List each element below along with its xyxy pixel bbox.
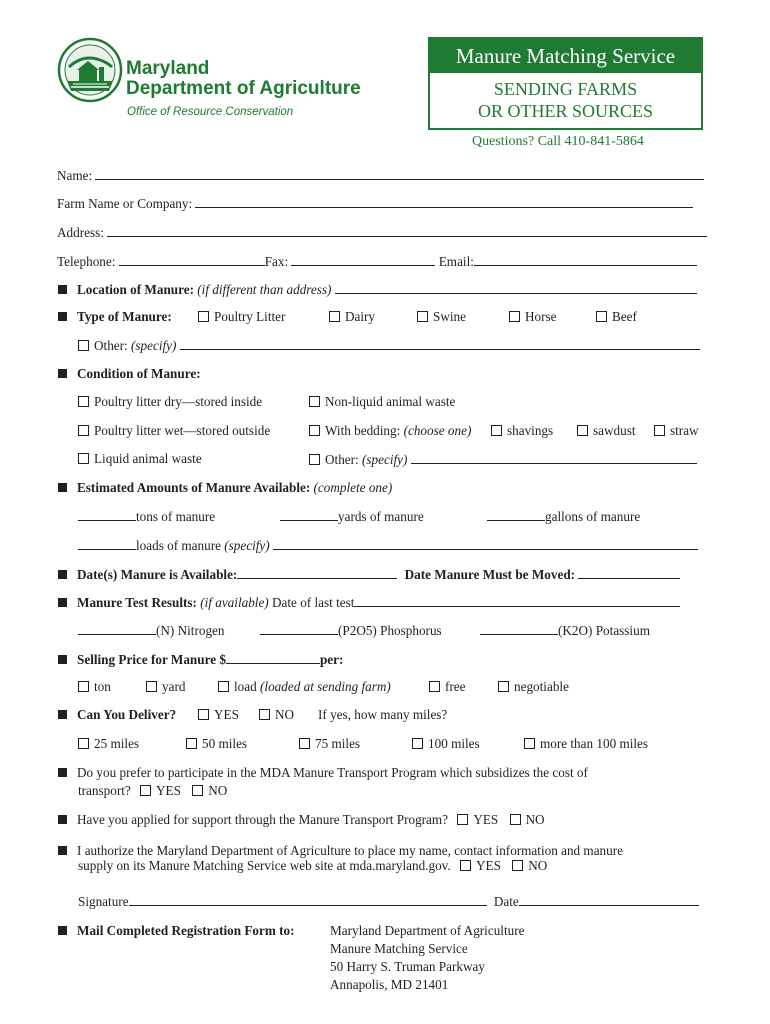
transport-q1-text: Do you prefer to participate in the MDA Manure Transport Program which subsidizes the cost of xyxy=(77,765,588,780)
transport-q2-no-label: NO xyxy=(525,812,545,827)
header-box xyxy=(428,37,703,130)
fax-field[interactable] xyxy=(291,253,435,266)
price-yard[interactable] xyxy=(146,679,185,695)
checkbox-icon[interactable] xyxy=(140,785,151,796)
cond-other-label: Other: xyxy=(325,452,359,467)
test-k xyxy=(480,622,650,639)
type-poultry[interactable] xyxy=(198,309,285,325)
transport-q1-yes-label: YES xyxy=(156,783,181,798)
location-row xyxy=(58,281,697,298)
amount-tons xyxy=(78,508,215,525)
checkbox-icon[interactable] xyxy=(654,425,665,436)
telephone-field[interactable] xyxy=(119,253,265,266)
mda-seal-logo xyxy=(57,37,123,103)
date-available-label: Date(s) Manure is Available: xyxy=(77,567,238,582)
price-free-label: free xyxy=(445,679,466,694)
cond-wet[interactable] xyxy=(78,423,270,439)
bullet-icon xyxy=(58,815,67,824)
bullet-icon xyxy=(58,768,67,777)
checkbox-icon[interactable] xyxy=(512,860,523,871)
deliver-yes-label: YES xyxy=(214,707,239,722)
bullet-icon xyxy=(58,483,67,492)
deliver-no[interactable] xyxy=(259,707,294,723)
price-row xyxy=(58,651,343,668)
miles-75[interactable] xyxy=(299,736,360,752)
header-sub2: OR OTHER SOURCES xyxy=(477,101,654,121)
mail-line1: Maryland Department of Agriculture xyxy=(330,923,525,938)
checkbox-icon[interactable] xyxy=(198,709,209,720)
location-field[interactable] xyxy=(335,281,697,294)
condition-label: Condition of Manure: xyxy=(77,366,201,381)
signature-label: Signature xyxy=(78,894,129,909)
cond-straw[interactable] xyxy=(654,423,699,439)
address-label: Address: xyxy=(57,225,104,240)
bullet-icon xyxy=(58,655,67,664)
potassium-label: (K2O) Potassium xyxy=(558,623,650,638)
type-dairy-label: Dairy xyxy=(345,309,376,324)
checkbox-icon[interactable] xyxy=(577,425,588,436)
authorize-no[interactable] xyxy=(512,858,547,873)
miles-100-label: 100 miles xyxy=(428,736,480,751)
address-field[interactable] xyxy=(107,224,707,237)
farm-row xyxy=(57,195,693,212)
type-beef-label: Beef xyxy=(612,309,637,324)
type-poultry-label: Poultry Litter xyxy=(214,309,286,324)
cond-straw-label: straw xyxy=(670,423,699,438)
cond-dry[interactable] xyxy=(78,394,262,410)
deliver-row xyxy=(58,707,176,723)
location-note: (if different than address) xyxy=(197,282,332,297)
telephone-label: Telephone: xyxy=(57,254,116,269)
checkbox-icon[interactable] xyxy=(329,311,340,322)
price-negotiable-label: negotiable xyxy=(514,679,569,694)
amounts-label-row xyxy=(58,480,392,496)
checkbox-icon[interactable] xyxy=(412,738,423,749)
checkbox-icon[interactable] xyxy=(78,681,89,692)
mail-line2: Manure Matching Service xyxy=(330,941,468,956)
checkbox-icon[interactable] xyxy=(218,681,229,692)
price-field[interactable] xyxy=(226,651,320,664)
name-label: Name: xyxy=(57,168,93,183)
tons-label: tons of manure xyxy=(136,509,216,524)
type-label: Type of Manure: xyxy=(77,309,172,324)
cond-other-row xyxy=(309,451,697,468)
type-other-label: Other: xyxy=(94,338,128,353)
checkbox-icon[interactable] xyxy=(498,681,509,692)
checkbox-icon[interactable] xyxy=(146,681,157,692)
price-per-label: per: xyxy=(319,652,344,667)
cond-dry-label: Poultry litter dry—stored inside xyxy=(94,394,263,409)
contact-row xyxy=(57,253,697,270)
deliver-label: Can You Deliver? xyxy=(77,707,177,722)
cond-sawdust-label: sawdust xyxy=(593,423,636,438)
name-field[interactable] xyxy=(95,167,704,180)
price-load[interactable] xyxy=(218,679,391,695)
test-p xyxy=(260,622,442,639)
price-free[interactable] xyxy=(429,679,466,695)
phosphorus-label: (P2O5) Phosphorus xyxy=(338,623,442,638)
cond-nonliquid-label: Non-liquid animal waste xyxy=(325,394,456,409)
transport-q2-yes-label: YES xyxy=(473,812,499,827)
type-other-note: (specify) xyxy=(131,338,177,353)
transport-q1-no-label: NO xyxy=(208,783,228,798)
mail-label: Mail Completed Registration Form to: xyxy=(77,923,295,938)
date-moved-label: Date Manure Must be Moved: xyxy=(404,567,576,582)
authorize-line1 xyxy=(58,843,623,859)
bullet-icon xyxy=(58,846,67,855)
gallons-field[interactable] xyxy=(487,508,545,521)
type-swine-label: Swine xyxy=(433,309,466,324)
checkbox-icon[interactable] xyxy=(417,311,428,322)
price-ton-label: ton xyxy=(94,679,111,694)
miles-more-label: more than 100 miles xyxy=(540,736,649,751)
date-moved-field[interactable] xyxy=(578,566,680,579)
authorize-line2 xyxy=(78,858,547,874)
test-n xyxy=(78,622,224,639)
cond-bedding[interactable] xyxy=(309,423,471,439)
checkbox-icon[interactable] xyxy=(186,738,197,749)
transport-q1-line2 xyxy=(78,783,227,799)
phosphorus-field[interactable] xyxy=(260,622,338,635)
checkbox-icon[interactable] xyxy=(429,681,440,692)
checkbox-icon[interactable] xyxy=(509,311,520,322)
authorize-no-label: NO xyxy=(528,858,548,873)
authorize-yes[interactable] xyxy=(460,858,501,873)
signature-row xyxy=(78,893,699,910)
type-dairy[interactable] xyxy=(329,309,375,325)
test-row xyxy=(58,594,680,611)
checkbox-icon[interactable] xyxy=(259,709,270,720)
loads-field[interactable] xyxy=(78,537,136,550)
bullet-icon xyxy=(58,285,67,294)
mail-line3: 50 Harry S. Truman Parkway xyxy=(330,959,485,974)
cond-liquid-label: Liquid animal waste xyxy=(94,451,202,466)
test-note: (if available) xyxy=(200,595,269,610)
type-beef[interactable] xyxy=(596,309,637,325)
type-horse-label: Horse xyxy=(525,309,557,324)
checkbox-icon[interactable] xyxy=(299,738,310,749)
loads-label: loads of manure xyxy=(136,538,221,553)
checkbox-icon[interactable] xyxy=(192,785,203,796)
checkbox-icon[interactable] xyxy=(491,425,502,436)
checkbox-icon[interactable] xyxy=(510,814,521,825)
amounts-note: (complete one) xyxy=(313,480,393,495)
signature-date-field[interactable] xyxy=(519,893,699,906)
checkbox-icon[interactable] xyxy=(596,311,607,322)
authorize-yes-label: YES xyxy=(476,858,501,873)
org-name-line2: Department of Agriculture xyxy=(126,78,361,99)
amount-gallons xyxy=(487,508,640,525)
amount-loads xyxy=(78,537,698,554)
checkbox-icon[interactable] xyxy=(78,340,89,351)
header-title: Manure Matching Service xyxy=(430,39,701,73)
signature-field[interactable] xyxy=(129,893,487,906)
cond-shavings-label: shavings xyxy=(507,423,554,438)
loads-spec-field[interactable] xyxy=(273,537,698,550)
email-field[interactable] xyxy=(474,253,697,266)
bullet-icon xyxy=(58,598,67,607)
condition-label-row xyxy=(58,366,201,382)
tons-field[interactable] xyxy=(78,508,136,521)
transport-q2-yes[interactable] xyxy=(457,812,498,827)
cond-wet-label: Poultry litter wet—stored outside xyxy=(94,423,271,438)
checkbox-icon[interactable] xyxy=(78,453,89,464)
type-label-row xyxy=(58,309,172,325)
deliver-no-label: NO xyxy=(275,707,295,722)
date-available-field[interactable] xyxy=(237,566,397,579)
type-other-row xyxy=(78,337,700,354)
deliver-yes[interactable] xyxy=(198,707,239,723)
org-office: Office of Resource Conservation xyxy=(127,106,294,118)
cond-shavings[interactable] xyxy=(491,423,553,439)
deliver-miles-question: If yes, how many miles? xyxy=(318,707,448,722)
bullet-icon xyxy=(58,369,67,378)
header-sub1: SENDING FARMS xyxy=(493,79,638,99)
miles-100[interactable] xyxy=(412,736,480,752)
amount-yards xyxy=(280,508,424,525)
transport-q2-no[interactable] xyxy=(510,812,545,827)
type-horse[interactable] xyxy=(509,309,557,325)
bullet-icon xyxy=(58,570,67,579)
name-row xyxy=(57,167,704,184)
loads-note: (specify) xyxy=(224,538,270,553)
signature-date-label: Date xyxy=(493,894,519,909)
farm-label: Farm Name or Company: xyxy=(57,196,193,211)
checkbox-icon[interactable] xyxy=(309,425,320,436)
miles-more[interactable] xyxy=(524,736,648,752)
checkbox-icon[interactable] xyxy=(78,738,89,749)
checkbox-icon[interactable] xyxy=(78,396,89,407)
miles-25[interactable] xyxy=(78,736,139,752)
cond-liquid[interactable] xyxy=(78,451,202,467)
price-ton[interactable] xyxy=(78,679,111,695)
bullet-icon xyxy=(58,312,67,321)
bullet-icon xyxy=(58,926,67,935)
bullet-icon xyxy=(58,710,67,719)
transport-q1-no[interactable] xyxy=(192,783,227,798)
cond-bedding-label: With bedding: xyxy=(325,423,401,438)
fax-label: Fax: xyxy=(264,254,289,269)
amounts-label: Estimated Amounts of Manure Available: xyxy=(77,480,311,495)
header-phone: Questions? Call 410-841-5864 xyxy=(472,134,644,149)
price-load-note: (loaded at sending farm) xyxy=(260,679,391,694)
miles-25-label: 25 miles xyxy=(94,736,140,751)
price-negotiable[interactable] xyxy=(498,679,569,695)
checkbox-icon[interactable] xyxy=(460,860,471,871)
miles-50-label: 50 miles xyxy=(202,736,248,751)
type-other-field[interactable] xyxy=(180,337,700,350)
miles-75-label: 75 miles xyxy=(315,736,361,751)
transport-q1-text2: transport? xyxy=(78,783,131,798)
yards-label: yards of manure xyxy=(338,509,424,524)
mail-line4: Annapolis, MD 21401 xyxy=(330,977,449,992)
cond-other-note: (specify) xyxy=(362,452,408,467)
checkbox-icon[interactable] xyxy=(309,454,320,465)
miles-50[interactable] xyxy=(186,736,247,752)
transport-q2 xyxy=(58,812,545,828)
type-swine[interactable] xyxy=(417,309,466,325)
cond-other-field[interactable] xyxy=(411,451,697,464)
location-label: Location of Manure: xyxy=(77,282,194,297)
nitrogen-label: (N) Nitrogen xyxy=(156,623,225,638)
checkbox-icon[interactable] xyxy=(524,738,535,749)
transport-q1-yes[interactable] xyxy=(140,783,181,798)
yards-field[interactable] xyxy=(280,508,338,521)
cond-bedding-note: (choose one) xyxy=(403,423,472,438)
mail-label-row xyxy=(58,923,295,939)
test-last-label: Date of last test xyxy=(272,595,355,610)
address-row xyxy=(57,224,707,241)
test-last-field[interactable] xyxy=(354,594,680,607)
cond-sawdust[interactable] xyxy=(577,423,636,439)
checkbox-icon[interactable] xyxy=(198,311,209,322)
authorize-text2: supply on its Manure Matching Service web site at mda.maryland.gov. xyxy=(78,858,451,873)
checkbox-icon[interactable] xyxy=(457,814,468,825)
test-label: Manure Test Results: xyxy=(77,595,197,610)
cond-nonliquid[interactable] xyxy=(309,394,455,410)
checkbox-icon[interactable] xyxy=(309,396,320,407)
email-label: Email: xyxy=(438,254,474,269)
transport-q2-text: Have you applied for support through the Manure Transport Program? xyxy=(77,812,449,827)
authorize-text: I authorize the Maryland Department of Agriculture to place my name, contact information and manure xyxy=(77,843,623,858)
nitrogen-field[interactable] xyxy=(78,622,156,635)
farm-field[interactable] xyxy=(195,195,693,208)
transport-q1-line1 xyxy=(58,765,588,781)
org-name-line1: Maryland xyxy=(126,58,210,79)
price-label: Selling Price for Manure $ xyxy=(77,652,226,667)
dates-row xyxy=(58,566,680,583)
potassium-field[interactable] xyxy=(480,622,558,635)
price-load-label: load xyxy=(234,679,257,694)
checkbox-icon[interactable] xyxy=(78,425,89,436)
price-yard-label: yard xyxy=(162,679,186,694)
gallons-label: gallons of manure xyxy=(545,509,641,524)
